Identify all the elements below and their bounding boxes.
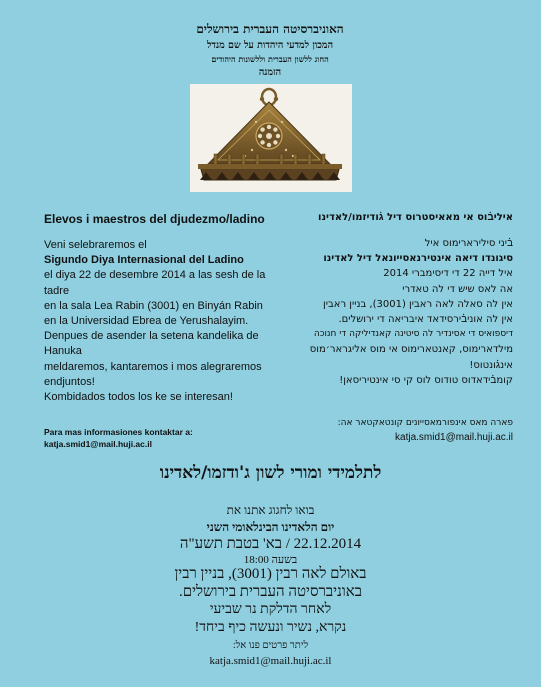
hebrew-contact-label: ליתר פרטים פנו אל: (232, 640, 309, 651)
ladino-line: Sigundo Diya Internasional del Ladino (44, 254, 244, 267)
ladino-line: Veni selebraremos el (44, 239, 147, 251)
hebrew-time: בשעה 18:00 (243, 554, 298, 566)
ladino-contact (44, 426, 193, 450)
hebrew-line: בואו לחגוג אתנו את (226, 503, 315, 517)
ladino-hebrew-line: דיספואיס די אסינדיר לה סיטינה קאנדיליקה די חנוכה (313, 329, 513, 340)
hebrew-event-name: יום הלאדינו הבינלאומי השני (206, 520, 335, 534)
ladino-hebrew-contact-email[interactable]: katja.smid1@mail.huji.ac.il (395, 432, 513, 443)
ladino-line: en la sala Lea Rabin (3001) en Binyán Rabin (44, 299, 263, 312)
header-institute: המכון למדעי היהדות על שם מנדל (206, 40, 334, 51)
ladino-hebrew-line: סיגונדו דיאה אינטירנאסייונאל דיל לאדינו (323, 253, 513, 265)
ladino-line: Kombidados todos los ke se interesan! (44, 391, 233, 404)
ladino-body (44, 238, 274, 405)
header-invitation: הזמנה (258, 67, 282, 78)
header-university: האוניברסיטה העברית בירושלים (196, 22, 344, 36)
ladino-line: el diya 22 de desembre 2014 a las sesh de la (44, 269, 266, 282)
hebrew-university: באוניברסיטה העברית בירושלים. (179, 584, 362, 600)
hanukkah-lamp-icon (190, 84, 352, 192)
hebrew-contact-email[interactable]: katja.smid1@mail.huji.ac.il (209, 655, 332, 667)
ladino-hebrew-line: אה לאס שיש די לה טאדרי (402, 283, 513, 295)
ladino-hebrew-body (263, 236, 513, 388)
ladino-line: meldaremos, kantaremos i mos alegraremos (44, 360, 262, 373)
ladino-hebrew-line: אין לה אוניב֗ירסידאד איבריאה די ירושלים. (338, 314, 513, 326)
ladino-hebrew-contact-label: פארה מאס אינפורמאסייונים קונטאקטאר אה: (337, 418, 513, 428)
ladino-hebrew-line: אין לה סאלה לאה ראבין (3001), בניין ראבין (323, 298, 513, 310)
ladino-hebrew-line: קומב֗ידאדוס טודוס לוס קי סי אינטיריסאן! (339, 374, 513, 386)
hebrew-line: לאחר הדלקת נר שביעי (209, 602, 332, 617)
hebrew-date: 22.12.2014 / בא' בטבת תשע"ה (179, 536, 362, 552)
hanukkah-lamp-image (190, 84, 352, 192)
ladino-line: en la Universidad Ebrea de Yerushalayim. (44, 315, 249, 328)
ladino-contact-email[interactable]: katja.smid1@mail.huji.ac.il (44, 439, 152, 449)
ladino-line: endjuntos! (44, 375, 95, 388)
ladino-hebrew-line: איל דייה 22 די דיסימברי 2014 (383, 268, 513, 280)
hebrew-line: נקרא, נשיר ונעשה כיף ביחד! (194, 620, 347, 635)
ladino-title: Elevos i maestros del djudezmo/ladino (44, 212, 265, 226)
ladino-contact-label: Para mas informasiones kontaktar a: (44, 427, 193, 437)
ladino-line: Denpues de asender la setena kandelika de (44, 330, 259, 343)
header-department: החוג ללשון העברית וללשונות היהודים (211, 54, 329, 64)
ladino-hebrew-line: ב֗יני סילירארימוס איל (424, 238, 513, 249)
ladino-hebrew-line: מילדארימוס, קאנטארימוס אי מוס אליגראר׳מוס (309, 344, 513, 356)
ladino-hebrew-title: איליב֗וס אי מאאיסטרוס דיל ג֗ודיזמו/לאדינו (318, 212, 513, 223)
hebrew-venue: באולם לאה רבין (3001), בניין רבין (174, 566, 367, 582)
ladino-line: Hanuka (44, 345, 82, 358)
ladino-line: tadre (44, 284, 70, 297)
hebrew-title: לתלמידי ומורי לשון ג'ודזמו/לאדינו (159, 463, 382, 483)
ladino-hebrew-line: אינג֗ונטוס! (469, 359, 513, 371)
